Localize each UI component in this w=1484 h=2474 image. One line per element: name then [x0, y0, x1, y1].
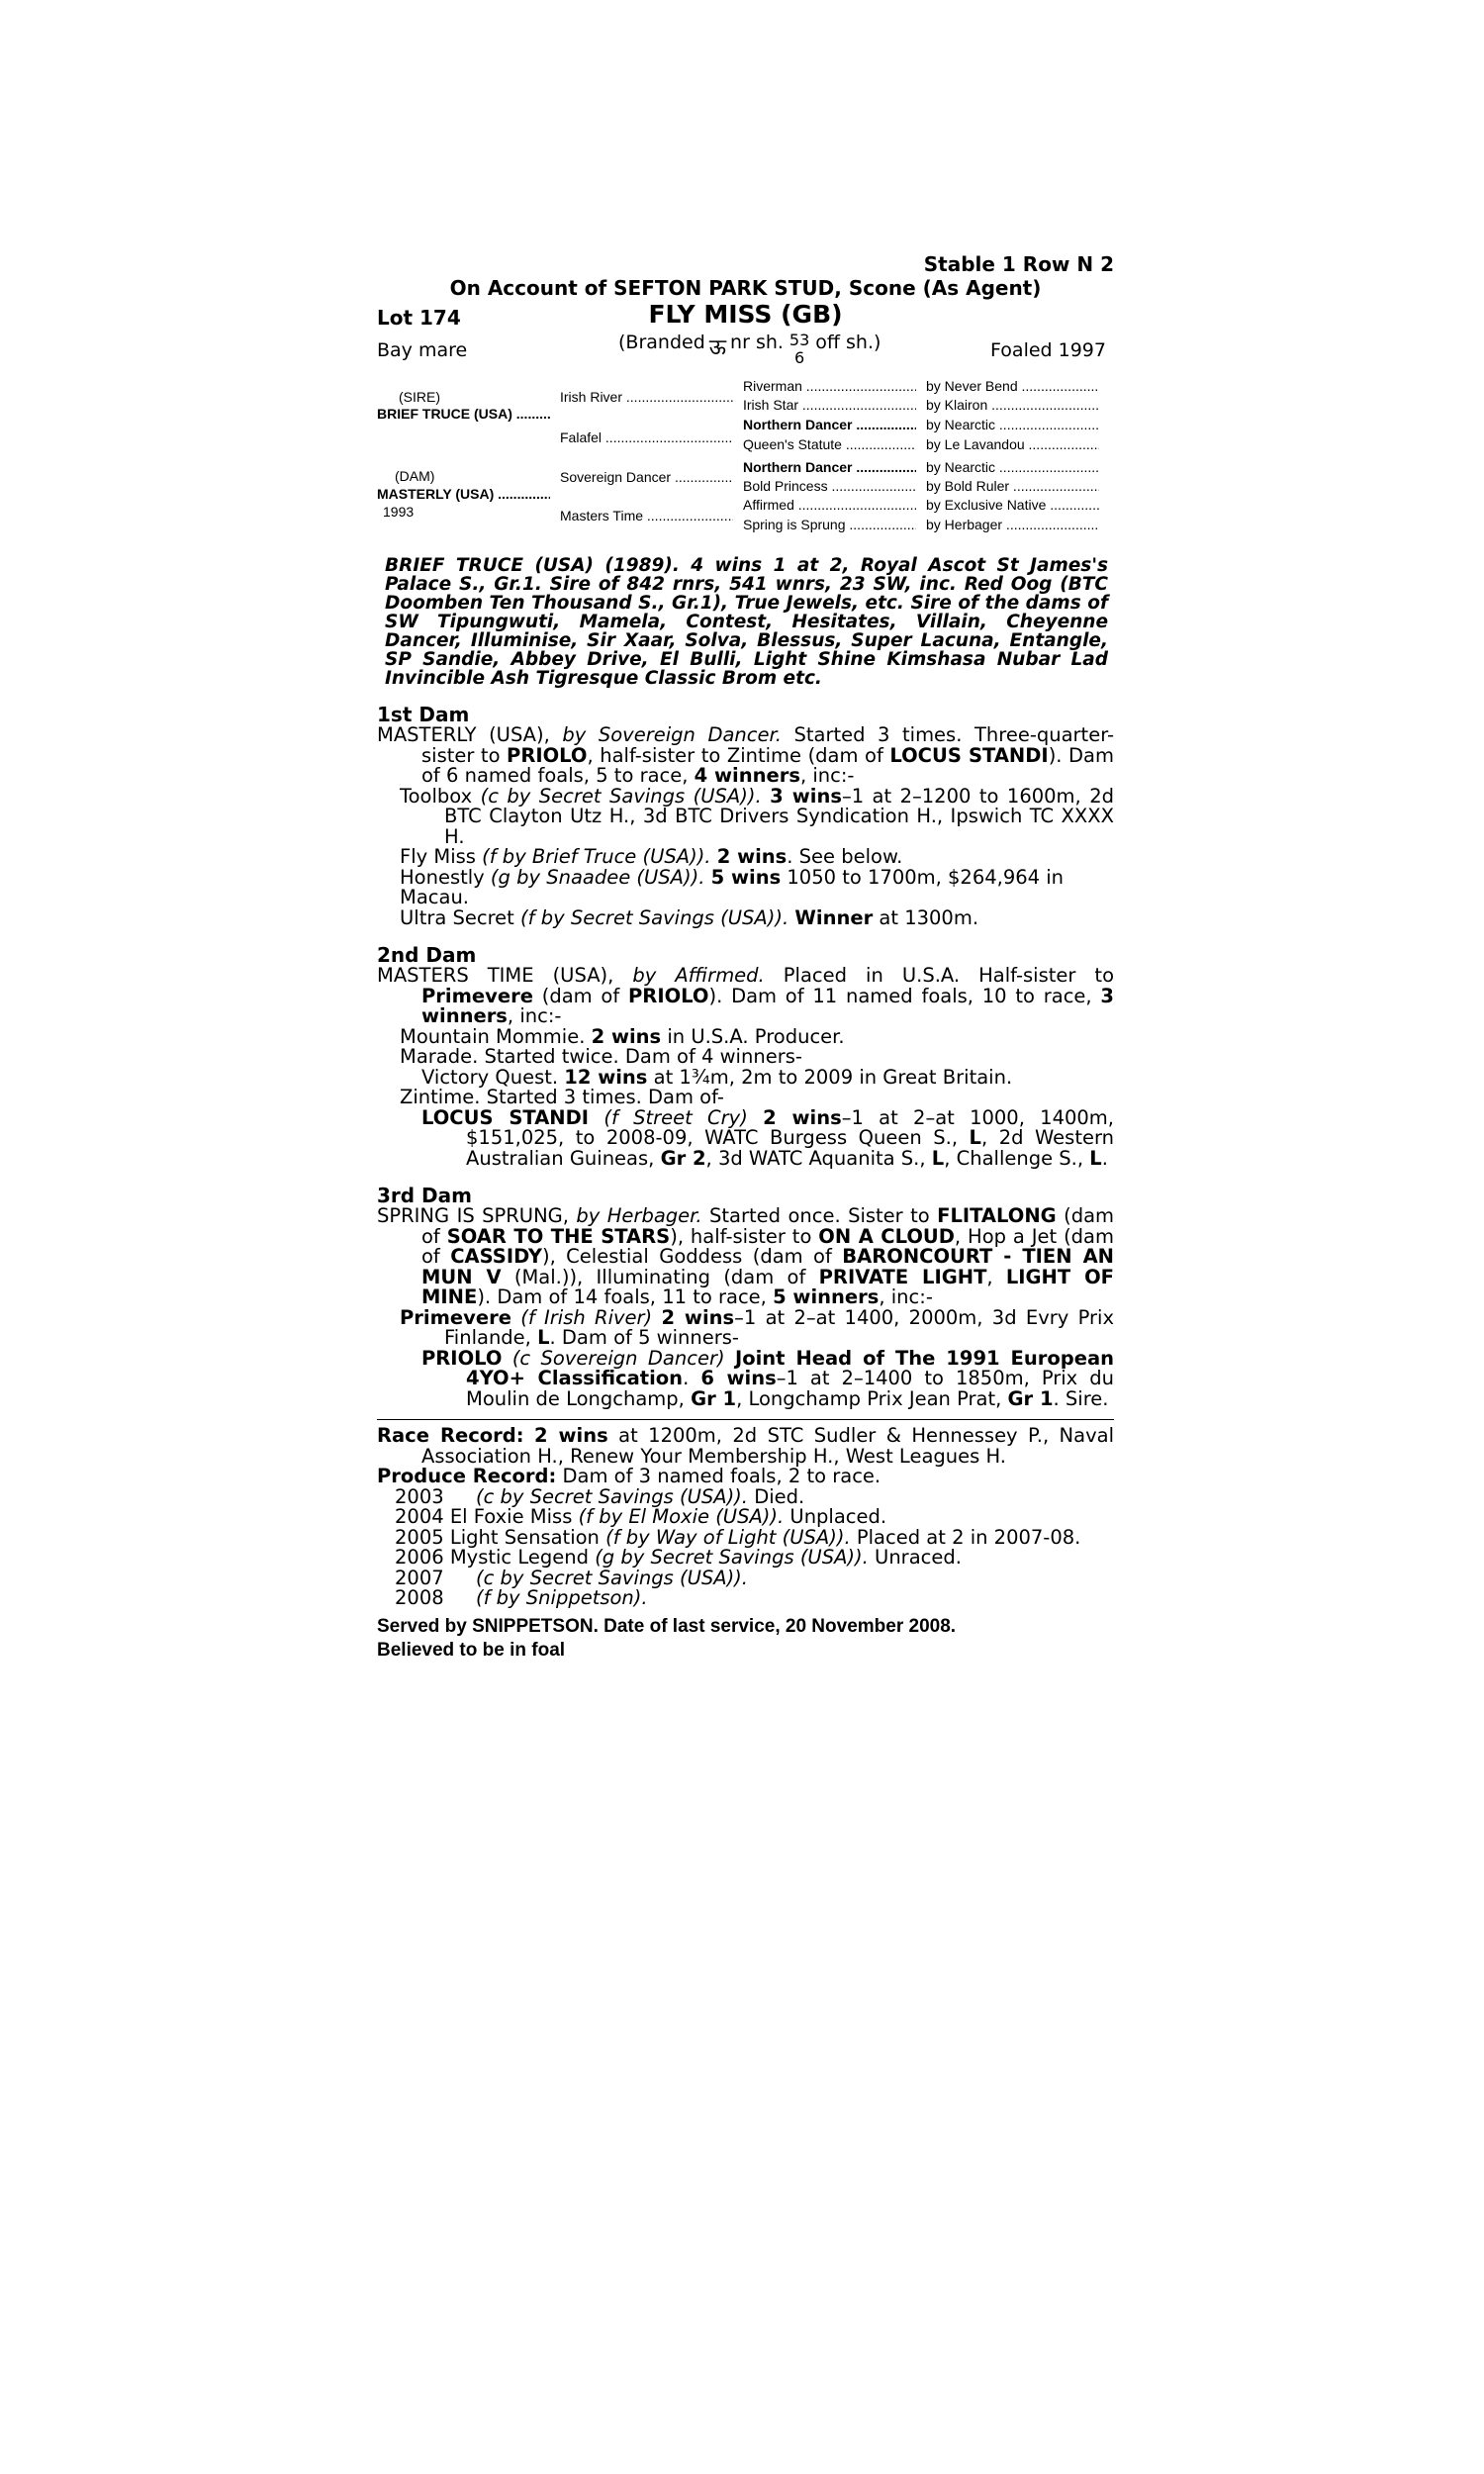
produce-row: 2003 (c by Secret Savings (USA)). Died. — [395, 1484, 805, 1508]
foal-zintime: Zintime. Started 3 times. Dam of- — [400, 1086, 724, 1108]
third-dam-heading: 3rd Dam — [377, 1184, 472, 1207]
gen4-6: by Bold Ruler ..... — [926, 478, 1099, 494]
foal-ultra-secret: Ultra Secret (f by Secret Savings (USA)). Winner at 1300m. — [400, 905, 979, 929]
sire-name: BRIEF TRUCE (USA) ..... — [377, 406, 550, 422]
foal-toolbox: Toolbox (c by Secret Savings (USA)). 3 wins–1 at 2–1200 to 1600m, 2d BTC Clayton Utz H., 3d BTC Drivers Syndication H., Ipswich TC XXXX H. — [400, 784, 1114, 848]
gen3-5: Northern Dancer ..... — [743, 459, 916, 475]
produce-record-heading: Produce Record: Dam of 3 named foals, 2 to race. — [377, 1465, 881, 1487]
horse-sex-colour: Bay mare — [377, 339, 468, 361]
foal-fly-miss: Fly Miss (f by Brief Truce (USA)). 2 wins. See below. — [400, 845, 903, 868]
foaled-year: Foaled 1997 — [990, 339, 1106, 361]
first-dam-section — [377, 704, 1114, 928]
produce-row: 2005 Light Sensation (f by Way of Light (USA)). Placed at 2 in 2007-08. — [395, 1525, 1081, 1549]
gen3-8: Spring is Sprung ..... — [743, 517, 916, 532]
believed-in-foal: Believed to be in foal — [377, 1639, 566, 1661]
gen3-6: Bold Princess ..... — [743, 478, 916, 494]
section-divider — [377, 1419, 1114, 1420]
first-dam-heading: 1st Dam — [377, 703, 470, 726]
horse-name: FLY MISS (GB) — [648, 300, 843, 329]
third-dam-paragraph: SPRING IS SPRUNG, by Herbager. Started once. Sister to FLITALONG (dam of SOAR TO THE STARS), half-sister to ON A CLOUD, Hop a Jet (dam of CASSIDY), Celestial Goddess (dam of BARONCOURT - TIEN AN MUN V (Mal.)), Illuminating (dam of PRIVATE LIGHT, LIGHT OF MINE). Dam of 14 foals, 11 to race, 5 winners, inc:- — [377, 1204, 1115, 1308]
brand-info — [618, 332, 881, 367]
sire-sire: Irish River ..... — [560, 389, 733, 405]
pedigree-table — [377, 375, 1114, 538]
second-dam-paragraph: MASTERS TIME (USA), by Affirmed. Placed in U.S.A. Half-sister to Primevere (dam of PRIOLO). Dam of 11 named foals, 10 to race, 3 winners, inc:- — [377, 964, 1115, 1027]
foal-honestly: Honestly (g by Snaadee (USA)). 5 wins 1050 to 1700m, $264,964 in Macau. — [400, 865, 1065, 908]
vendor-account: On Account of SEFTON PARK STUD, Scone (As Agent) — [449, 276, 1042, 300]
dam-dam: Masters Time ..... — [560, 508, 733, 523]
third-dam-section — [377, 1185, 1114, 1409]
lot-number: Lot 174 — [377, 306, 461, 330]
brand-number-bottom: 6 — [794, 348, 805, 367]
catalogue-page — [377, 252, 1114, 1663]
gen3-2: Irish Star ..... — [743, 397, 916, 413]
produce-row: 2007 (c by Secret Savings (USA)). — [395, 1566, 748, 1589]
sire-tag: (SIRE) — [399, 389, 440, 405]
sire-summary: BRIEF TRUCE (USA) (1989). 4 wins 1 at 2, Royal Ascot St James's Palace S., Gr.1. Sire of 842 rnrs, 541 wnrs, 23 SW, inc. Red Oog (BTC Doomben Ten Thousand S., Gr.1), True Jewels, etc. Sire of the dams of SW Tipungwuti, Mamela, Contest, Hesitates, Villain, Cheyenne Dancer, Illuminise, Sir Xaar, Solva, Blessus, Super Lacuna, Entangle, SP Sandie, Abbey Drive, El Bulli, Light Shine Kimshasa Nubar Lad Invincible Ash Tigresque Classic Brom etc. — [385, 555, 1108, 689]
produce-row: 2004 El Foxie Miss (f by El Moxie (USA)). Unplaced. — [395, 1505, 887, 1528]
gen3-1: Riverman ..... — [743, 378, 916, 394]
dam-year: 1993 — [383, 504, 415, 520]
foal-marade: Marade. Started twice. Dam of 4 winners- — [400, 1045, 802, 1068]
produce-record — [377, 1467, 1114, 1609]
gen3-4: Queen's Statute ..... — [743, 436, 916, 452]
gen4-4: by Le Lavandou ..... — [926, 436, 1099, 452]
dam-tag: (DAM) — [395, 468, 435, 484]
foal-mountain-mommie: Mountain Mommie. 2 wins in U.S.A. Producer. — [400, 1024, 845, 1048]
gen3-3: Northern Dancer ..... — [743, 417, 916, 432]
horse-details-row — [377, 332, 1114, 373]
lot-row — [377, 300, 1114, 332]
foal-priolo: PRIOLO (c Sovereign Dancer) Joint Head of The 1991 European 4YO+ Classification. 6 wins–1 at 2–1400 to 1850m, Prix du Moulin de Longchamp, Gr 1, Longchamp Prix Jean Prat, Gr 1. Sire. — [421, 1346, 1115, 1410]
brand-prefix: (Branded — [618, 332, 705, 353]
served-by: Served by SNIPPETSON. Date of last service, 20 November 2008. — [377, 1615, 957, 1637]
gen4-1: by Never Bend ..... — [926, 378, 1099, 394]
second-dam-heading: 2nd Dam — [377, 943, 477, 967]
foal-locus-standi: LOCUS STANDI (f Street Cry) 2 wins–1 at 2–at 1000, 1400m, $151,025, to 2008-09, WATC Burgess Queen S., L, 2d Western Australian Guineas, Gr 2, 3d WATC Aquanita S., L, Challenge S., L. — [421, 1105, 1114, 1170]
brand-off: off sh.) — [815, 332, 881, 353]
second-dam-section — [377, 944, 1114, 1169]
produce-row: 2006 Mystic Legend (g by Secret Savings (USA)). Unraced. — [395, 1546, 962, 1569]
stable-location: Stable 1 Row N 2 — [923, 252, 1114, 276]
gen4-5: by Nearctic ..... — [926, 459, 1099, 475]
gen4-7: by Exclusive Native ..... — [926, 497, 1099, 513]
dam-name: MASTERLY (USA) ..... — [377, 486, 550, 502]
brand-mark-icon: ऊ — [708, 335, 727, 360]
race-record: Race Record: 2 wins at 1200m, 2d STC Sudler & Hennessey P., Naval Association H., Renew Your Membership H., West Leagues H. — [377, 1424, 1114, 1468]
gen4-8: by Herbager ..... — [926, 517, 1099, 532]
sire-dam: Falafel ..... — [560, 429, 733, 445]
produce-row: 2008 (f by Snippetson). — [395, 1586, 648, 1609]
foal-victory-quest: Victory Quest. 12 wins at 1¾m, 2m to 2009 in Great Britain. — [421, 1065, 1013, 1089]
gen4-2: by Klairon ..... — [926, 397, 1099, 413]
foal-primevere: Primevere (f Irish River) 2 wins–1 at 2–at 1400, 2000m, 3d Evry Prix Finlande, L. Dam of 5 winners- — [400, 1305, 1115, 1349]
gen4-3: by Nearctic ..... — [926, 417, 1099, 432]
brand-nr: nr sh. — [730, 332, 784, 353]
dam-sire: Sovereign Dancer ..... — [560, 469, 733, 485]
brand-number — [789, 332, 809, 367]
gen3-7: Affirmed ..... — [743, 497, 916, 513]
brand-number-top: 53 — [788, 331, 810, 349]
first-dam-paragraph: MASTERLY (USA), by Sovereign Dancer. Started 3 times. Three-quarter-sister to PRIOLO, half-sister to Zintime (dam of LOCUS STANDI). Dam of 6 named foals, 5 to race, 4 winners, inc:- — [377, 723, 1115, 787]
